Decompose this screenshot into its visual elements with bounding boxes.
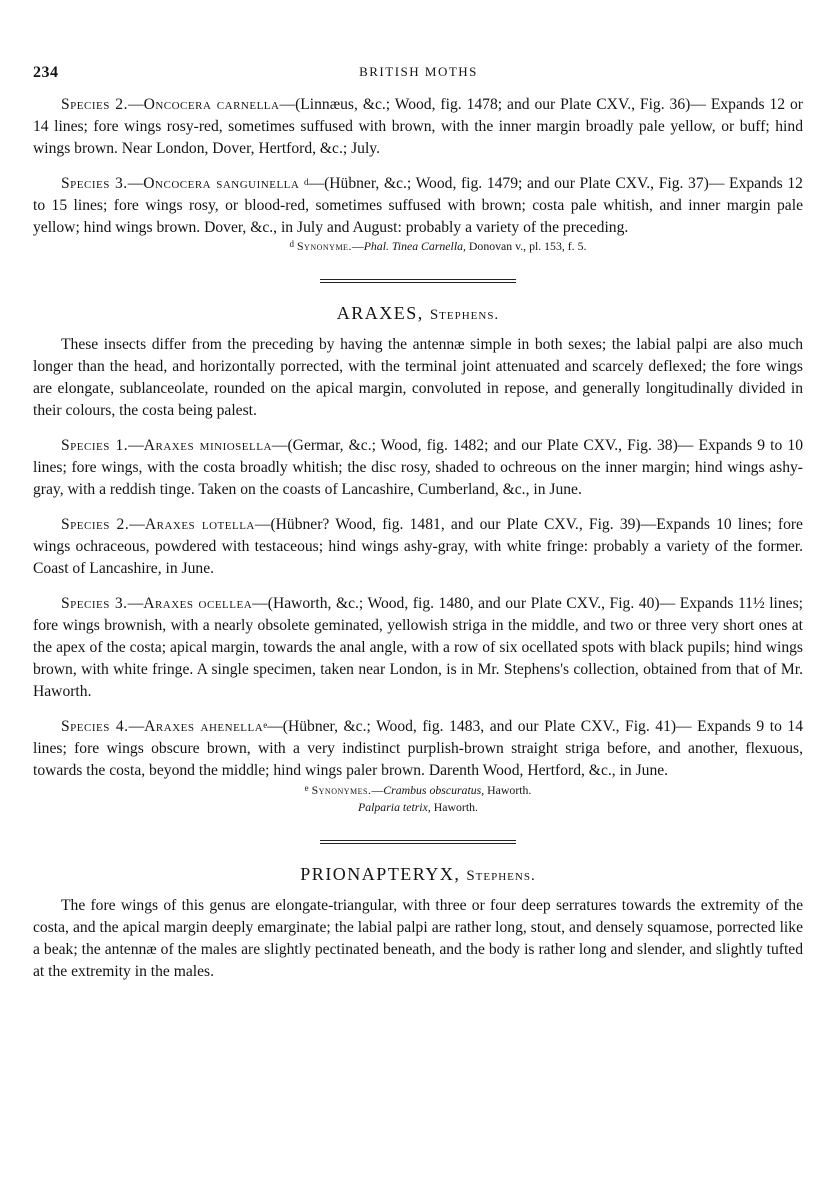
running-title: BRITISH MOTHS — [359, 64, 478, 79]
footnote-marker: e — [304, 783, 309, 793]
species-name: Araxes ahenella — [144, 718, 264, 735]
species-name: Araxes lotella — [144, 516, 255, 533]
footnote-label: Synonymes. — [311, 783, 372, 797]
species-label: Species 3. — [61, 595, 128, 612]
species-label: Species 3. — [61, 175, 128, 192]
species-description: (Hübner, &c.; Wood, fig. 1479; and our Plate CXV., Fig. 37)— Expands 12 to 15 lines; fore wings rosy, or blood-red, sometimes suffused with brown; costa pale whitish, and inner margin pale yellow; hind wings brown. Dover, &c., in July and August: probably a variety of the preceding. — [33, 175, 803, 236]
footnote-synonym: Palparia tetrix, — [358, 800, 431, 814]
genus-author: Stephens. — [466, 868, 536, 884]
species-name: Oncocera sanguinella — [143, 175, 300, 192]
footnote-label: Synonyme. — [297, 239, 352, 253]
species-entry: Species 1.—Araxes miniosella—(Germar, &c.; Wood, fig. 1482; and our Plate CXV., Fig. 38)— Expands 9 to 10 lines; fore wings, with the costa broadly whitish; the disc rosy, shaded to ochreous on the inner margin; hind wings ashy-gray, with a reddish tinge. Taken on the coasts of Lancashire, Cumberland, &c., in June. — [33, 437, 803, 498]
footnote-citation: Haworth. — [487, 783, 532, 797]
species-label: Species 1. — [61, 437, 129, 454]
section-divider — [320, 840, 516, 846]
footnote-synonym: Phal. Tinea Carnella, — [363, 239, 466, 253]
species-name: Oncocera carnella — [143, 96, 280, 113]
footnote-marker: e — [263, 720, 268, 730]
species-description: (Hübner? Wood, fig. 1481, and our Plate CXV., Fig. 39)—Expands 10 lines; fore wings ochraceous, powdered with testaceous; hind wings ashy-gray, with white fringe: probably a variety of the former. Coast of Lancashire, in June. — [33, 516, 803, 577]
species-label: Species 2. — [61, 96, 128, 113]
page-content — [33, 94, 803, 983]
genus-description: These insects differ from the preceding by having the antennæ simple in both sexes; the labial palpi are also much longer than the head, and horizontally porrected, with the terminal joint attenuated and scarcely deflexed; the fore wings are elongate, sublanceolate, rounded on the apical margin, convoluted in repose, and generally longitudinally divided in their colours, the costa being palest. — [33, 336, 803, 419]
genus-description: The fore wings of this genus are elongate-triangular, with three or four deep serratures towards the extremity of the costa, and the apical margin deeply emarginate; the labial palpi are rather long, stout, and densely squamose, porrected like a beak; the antennæ of the males are slightly pectinated beneath, and the body is rather long and slender, and slightly tufted at the extremity in the males. — [33, 897, 803, 980]
species-label: Species 4. — [61, 718, 129, 735]
species-entry: Species 2.—Araxes lotella—(Hübner? Wood, fig. 1481, and our Plate CXV., Fig. 39)—Expands 10 lines; fore wings ochraceous, powdered with testaceous; hind wings ashy-gray, with white fringe: probably a variety of the former. Coast of Lancashire, in June. — [33, 516, 803, 577]
species-label: Species 2. — [61, 516, 130, 533]
species-description: (Hübner, &c.; Wood, fig. 1483, and our Plate CXV., Fig. 41)— Expands 9 to 14 lines; fore wings obscure brown, with a very indistinct purplish-brown straight striga before, and another, flexuous, towards the costa, beyond the middle; hind wings paler brown. Darenth Wood, Hertford, &c., in June. — [33, 718, 803, 779]
species-name: Araxes miniosella — [143, 437, 272, 454]
species-description: (Germar, &c.; Wood, fig. 1482; and our Plate CXV., Fig. 38)— Expands 9 to 10 lines; fore wings, with the costa broadly whitish; the disc rosy, shaded to ochreous on the inner margin; hind wings ashy-gray, with a reddish tinge. Taken on the coasts of Lancashire, Cumberland, &c., in June. — [33, 437, 803, 498]
footnote-synonym: Crambus obscuratus, — [383, 783, 485, 797]
footnote: $^d$ Synonyme.—Phal. Tinea Carnella, Donovan v., pl. 153, f. 5. — [289, 239, 587, 253]
footnote-marker: d — [289, 239, 295, 249]
species-entry: Species 3.—Oncocera sanguinella $^d$—(Hübner, &c.; Wood, fig. 1479; and our Plate CXV., Fig. 37)— Expands 12 to 15 lines; fore wings rosy, or blood-red, sometimes suffused with brown; costa pale whitish, and inner margin pale yellow; hind wings brown. Dover, &c., in July and August: probably a variety of the preceding. — [33, 175, 803, 236]
genus-name: PRIONAPTERYX, — [300, 864, 461, 884]
footnote-marker: d — [303, 177, 309, 187]
section-divider — [320, 279, 516, 285]
page-number: 234 — [33, 64, 59, 81]
footnote: $^e$ Synonymes.—Crambus obscuratus, Haworth. Palparia tetrix, Haworth. — [304, 783, 532, 814]
genus-heading — [33, 864, 803, 885]
genus-heading — [33, 303, 803, 324]
species-entry: Species 4.—Araxes ahenella$^e$—(Hübner, &c.; Wood, fig. 1483, and our Plate CXV., Fig. 41)— Expands 9 to 14 lines; fore wings obscure brown, with a very indistinct purplish-brown straight striga before, and another, flexuous, towards the costa, beyond the middle; hind wings paler brown. Darenth Wood, Hertford, &c., in June. — [33, 718, 803, 779]
genus-name: ARAXES, — [336, 303, 424, 323]
footnote-citation: Haworth. — [433, 800, 478, 814]
footnote-citation: Donovan v., pl. 153, f. 5. — [468, 239, 587, 253]
species-name: Araxes ocellea — [143, 595, 253, 612]
species-entry: Species 2.—Oncocera carnella—(Linnæus, &c.; Wood, fig. 1478; and our Plate CXV., Fig. 36)— Expands 12 or 14 lines; fore wings rosy-red, sometimes suffused with brown, with the inner margin broadly pale yellow, or buff; hind wings brown. Near London, Dover, Hertford, &c.; July. — [33, 96, 803, 157]
species-description: (Linnæus, &c.; Wood, fig. 1478; and our Plate CXV., Fig. 36)— Expands 12 or 14 lines; fore wings rosy-red, sometimes suffused with brown, with the inner margin broadly pale yellow, or buff; hind wings brown. Near London, Dover, Hertford, &c.; July. — [33, 96, 803, 157]
genus-author: Stephens. — [429, 307, 500, 323]
species-description: (Haworth, &c.; Wood, fig. 1480, and our Plate CXV., Fig. 40)— Expands 11½ lines; fore wings brownish, with a nearly obsolete geminated, yellowish striga in the middle, and two or three very short ones at the apex of the costa; apical margin, towards the anal angle, with a row of six ocellated spots with black pupils; hind wings brown, with white fringe. A single specimen, taken near London, is in Mr. Stephens's collection, obtained from that of Mr. Haworth. — [33, 595, 803, 700]
species-entry: Species 3.—Araxes ocellea—(Haworth, &c.; Wood, fig. 1480, and our Plate CXV., Fig. 40)— Expands 11½ lines; fore wings brownish, with a nearly obsolete geminated, yellowish striga in the middle, and two or three very short ones at the apex of the costa; apical margin, towards the anal angle, with a row of six ocellated spots with black pupils; hind wings brown, with white fringe. A single specimen, taken near London, is in Mr. Stephens's collection, obtained from that of Mr. Haworth. — [33, 595, 803, 700]
page-header — [0, 64, 837, 84]
